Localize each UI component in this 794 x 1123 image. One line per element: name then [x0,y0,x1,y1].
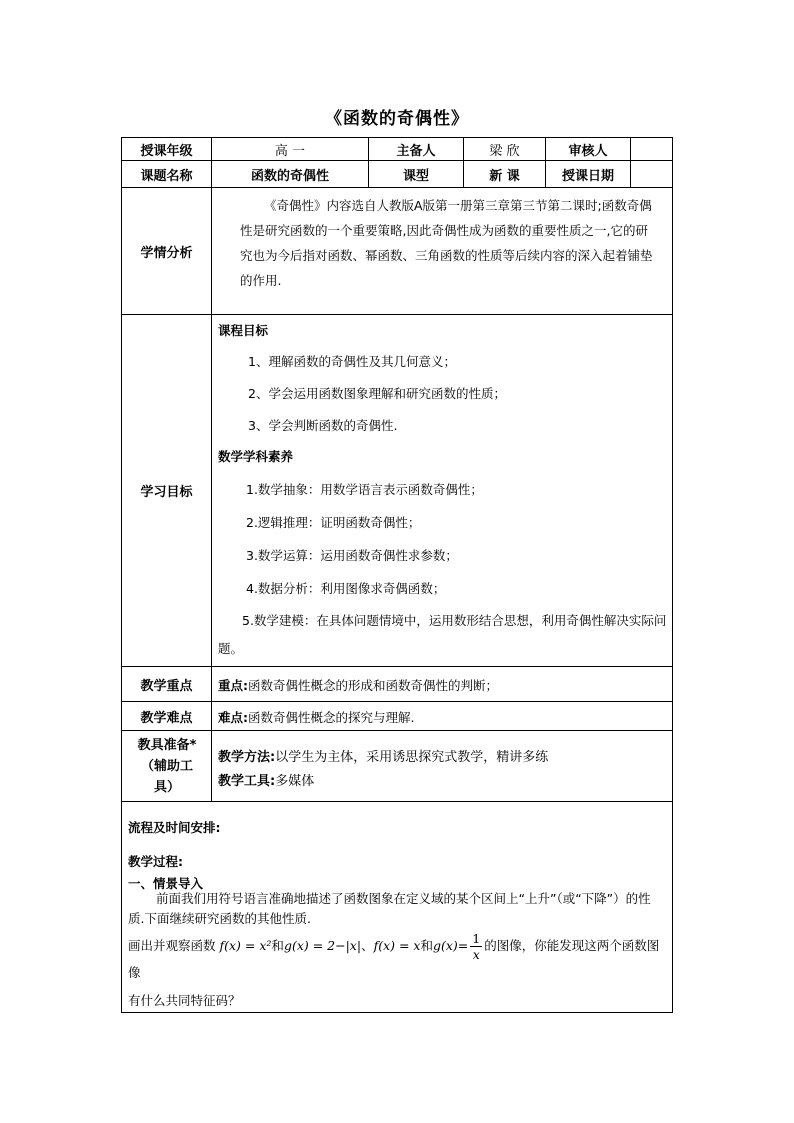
key-point-content [218,676,498,694]
tool-prefix: 教学工具: [218,774,276,789]
question-end: 的图像，你能发现这两个函数图像 [128,938,660,980]
literacy-item-last: 5.数学建模：在具体问题情境中，运用数形结合思想，利用奇偶性解决实际问题。 [218,613,667,656]
question-start: 画出并观察函数 [128,938,216,953]
date-label: 授课日期 [561,168,614,184]
analysis-text: 《奇偶性》内容选自人教版A版第一册第三章第三节第二课时;函数奇偶性是研究函数的一个重要策略,因此奇偶性成为函数的重要性质之一,它的研究也为今后指对函数、幂函数、三角函数的性质等后续内容的深入起着铺垫的作用. [240,198,653,288]
key-point-prefix: 重点: [218,678,248,693]
tools-label: 教具准备*（辅助工具） [137,737,197,795]
objectives-label: 学习目标 [140,485,193,500]
literacy-item: 2.逻辑推理：证明函数奇偶性； [246,515,421,530]
formula-f2: f(x) = x [373,938,421,953]
intro-text: 前面我们用符号语言准确地描述了函数图象在定义域的某个区间上“上升”（或“下降”）的性质.下面继续研究函数的其他性质. [128,891,651,926]
teaching-title: 教学过程: [128,854,183,869]
key-point-label: 教学重点 [140,678,193,694]
reviewer-value [631,138,672,160]
grade-value: 高 一 [274,143,306,159]
difficulty-prefix: 难点: [218,710,248,725]
method-text: 以学生为主体，采用诱思探究式教学，精讲多练 [275,750,549,765]
topic-label: 课题名称 [140,168,193,184]
difficulty-content [218,708,414,726]
question-and-2: 和 [420,938,433,953]
preparer-label: 主备人 [396,143,436,159]
lesson-plan-table [121,137,673,1013]
fraction-denominator: x [472,947,480,962]
question-line [128,931,668,984]
course-goal-item: 1、理解函数的奇偶性及其几何意义； [248,354,456,369]
section-title: 一、情景导入 [128,876,204,891]
method-content [218,746,548,765]
formula-f1: f(x) = x² [219,938,272,953]
literacy-item: 1.数学抽象：用数学语言表示函数奇偶性； [246,482,483,497]
key-point-text: 函数奇偶性概念的形成和函数奇偶性的判断； [248,678,499,693]
analysis-label: 学情分析 [140,245,193,261]
type-label: 课型 [402,168,429,184]
tool-text: 多媒体 [275,774,315,789]
tool-content [218,770,314,789]
formula-g2: g(x)= [433,938,469,953]
literacy-item: 3.数学运算：运用函数奇偶性求参数； [246,548,458,563]
date-value [631,161,672,187]
page-title: 《函数的奇偶性》 [325,109,469,129]
literacy-title: 数学学科素养 [218,449,294,464]
fraction [470,931,482,962]
question-sep: 、 [361,938,374,953]
course-goals-title: 课程目标 [218,323,269,338]
fraction-numerator: 1 [472,931,481,946]
formula-g1: g(x) = 2−|x| [283,938,362,953]
question-and-1: 和 [271,938,284,953]
difficulty-text: 函数奇偶性概念的探究与理解. [248,710,415,725]
course-goal-item: 2、学会运用函数图象理解和研究函数的性质； [248,386,506,401]
topic-value: 函数的奇偶性 [250,168,329,184]
course-goal-item: 3、学会判断函数的奇偶性. [248,418,398,433]
reviewer-label: 审核人 [568,143,608,159]
type-value: 新 课 [489,168,520,184]
preparer-value: 梁 欣 [489,143,520,159]
method-prefix: 教学方法: [218,750,276,765]
literacy-item: 4.数据分析：利用图像求奇偶函数； [246,581,446,596]
difficulty-label: 教学难点 [140,710,193,726]
flow-title: 流程及时间安排: [128,820,221,835]
question-tail: 有什么共同特征码？ [128,993,241,1008]
grade-label: 授课年级 [140,143,193,159]
